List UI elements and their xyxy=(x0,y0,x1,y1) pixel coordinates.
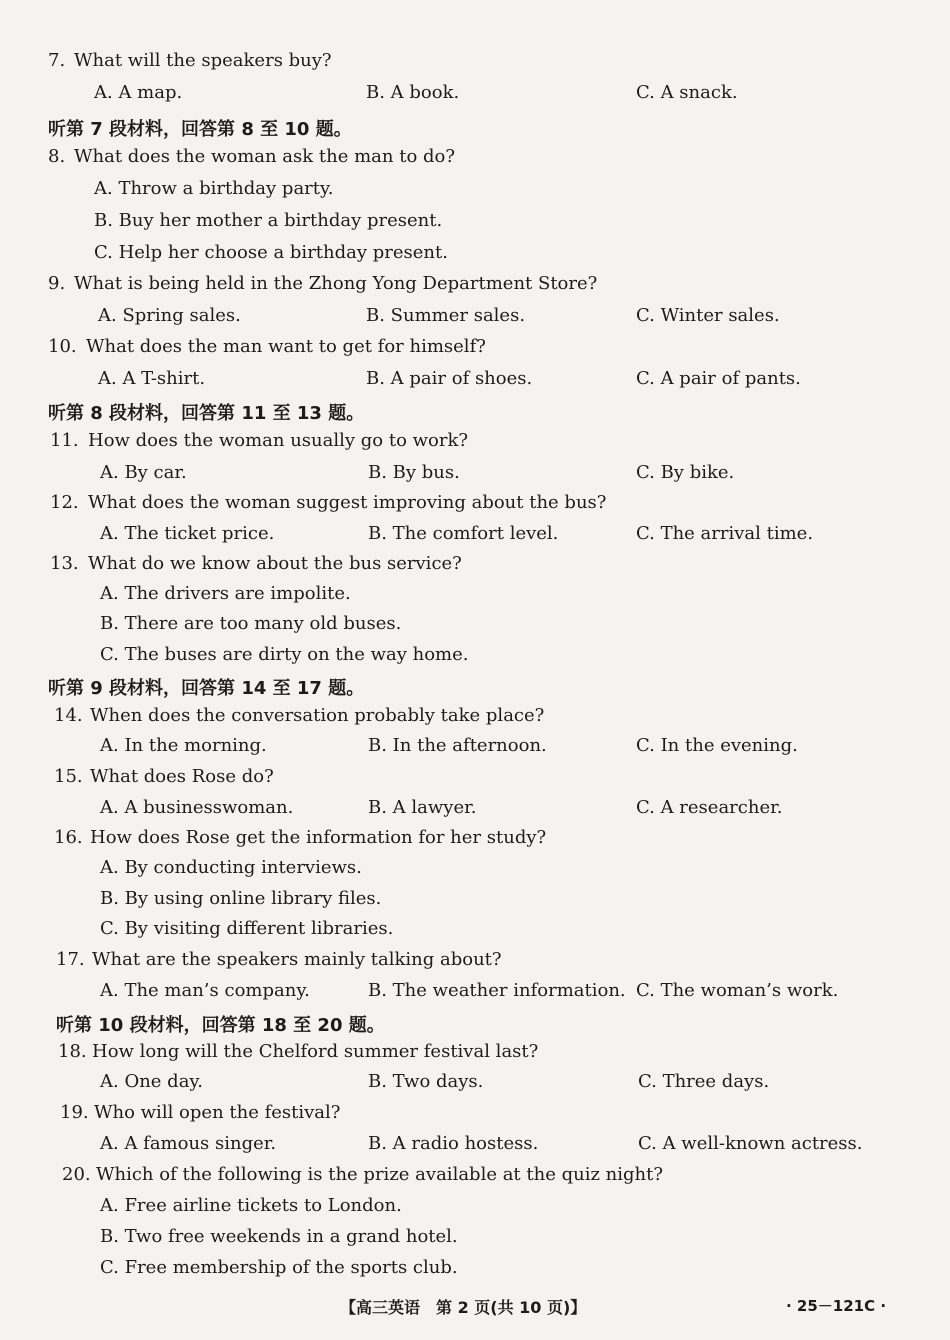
question-text: What does Rose do? xyxy=(90,766,274,787)
option-b: B. A lawyer. xyxy=(368,797,477,818)
option-a: A. A famous singer. xyxy=(100,1133,277,1154)
options-15 xyxy=(0,797,950,827)
section-heading: 听第 7 段材料，回答第 8 至 10 题。 xyxy=(48,119,352,140)
question-11 xyxy=(0,430,950,460)
option-a: A. A T-shirt. xyxy=(98,368,206,389)
question-16 xyxy=(0,827,950,857)
option-b: B. The comfort level. xyxy=(368,523,559,544)
option-a: A. A map. xyxy=(94,82,183,103)
option-c: C. A pair of pants. xyxy=(636,368,801,389)
options-8-a xyxy=(0,178,950,208)
options-18 xyxy=(0,1071,950,1101)
options-8-c xyxy=(0,242,950,272)
question-19 xyxy=(0,1102,950,1132)
section-heading: 听第 10 段材料，回答第 18 至 20 题。 xyxy=(56,1015,385,1036)
option-a: A. Free airline tickets to London. xyxy=(100,1195,402,1216)
question-text: Who will open the festival? xyxy=(94,1102,341,1123)
question-text: What does the woman suggest improving about the bus? xyxy=(88,492,607,513)
section-heading: 听第 9 段材料，回答第 14 至 17 题。 xyxy=(48,678,365,699)
question-number: 8. xyxy=(48,146,66,167)
options-14 xyxy=(0,735,950,765)
question-number: 12. xyxy=(50,492,79,513)
options-16-b xyxy=(0,888,950,918)
option-c: C. By visiting different libraries. xyxy=(100,918,394,939)
options-8-b xyxy=(0,210,950,240)
option-b: B. By using online library files. xyxy=(100,888,382,909)
exam-code: · 25－121C · xyxy=(786,1297,887,1315)
options-7 xyxy=(0,82,950,112)
option-c: C. Winter sales. xyxy=(636,305,780,326)
question-text: What does the man want to get for himself? xyxy=(86,336,486,357)
options-16-c xyxy=(0,918,950,948)
page-footer xyxy=(0,1295,950,1319)
question-text: What is being held in the Zhong Yong Department Store? xyxy=(74,273,598,294)
question-text: What are the speakers mainly talking about? xyxy=(92,949,502,970)
options-20-a xyxy=(0,1195,950,1225)
question-number: 16. xyxy=(54,827,83,848)
option-a: A. By conducting interviews. xyxy=(100,857,362,878)
question-number: 17. xyxy=(56,949,85,970)
option-a: A. One day. xyxy=(100,1071,203,1092)
question-number: 9. xyxy=(48,273,66,294)
options-16-a xyxy=(0,857,950,887)
question-10 xyxy=(0,336,950,366)
question-number: 13. xyxy=(50,553,79,574)
option-b: B. A book. xyxy=(366,82,460,103)
question-text: When does the conversation probably take place? xyxy=(90,705,545,726)
question-20 xyxy=(0,1164,950,1194)
option-b: B. Summer sales. xyxy=(366,305,526,326)
options-20-c xyxy=(0,1257,950,1287)
option-b: B. The weather information. xyxy=(368,980,626,1001)
question-13 xyxy=(0,553,950,583)
question-number: 14. xyxy=(54,705,83,726)
option-b: B. Two days. xyxy=(368,1071,484,1092)
options-12 xyxy=(0,523,950,553)
option-c: C. A snack. xyxy=(636,82,738,103)
option-b: B. A radio hostess. xyxy=(368,1133,539,1154)
question-text: How does Rose get the information for her study? xyxy=(90,827,547,848)
question-number: 7. xyxy=(48,50,66,71)
option-c: C. Free membership of the sports club. xyxy=(100,1257,458,1278)
options-13-c xyxy=(0,644,950,674)
options-13-a xyxy=(0,583,950,613)
question-number: 19. xyxy=(60,1102,89,1123)
option-c: C. Help her choose a birthday present. xyxy=(94,242,448,263)
option-c: C. By bike. xyxy=(636,462,735,483)
question-9 xyxy=(0,273,950,303)
question-text: How long will the Chelford summer festival last? xyxy=(92,1041,539,1062)
question-number: 11. xyxy=(50,430,79,451)
question-number: 10. xyxy=(48,336,77,357)
page-number: 【高三英语 第 2 页(共 10 页)】 xyxy=(340,1298,587,1317)
option-c: C. In the evening. xyxy=(636,735,798,756)
options-9 xyxy=(0,305,950,335)
option-a: A. In the morning. xyxy=(100,735,267,756)
option-a: A. By car. xyxy=(100,462,187,483)
question-number: 15. xyxy=(54,766,83,787)
option-c: C. The arrival time. xyxy=(636,523,814,544)
option-a: A. A businesswoman. xyxy=(100,797,294,818)
options-19 xyxy=(0,1133,950,1163)
option-c: C. Three days. xyxy=(638,1071,770,1092)
option-b: B. A pair of shoes. xyxy=(366,368,533,389)
option-c: C. A researcher. xyxy=(636,797,783,818)
option-c: C. A well-known actress. xyxy=(638,1133,863,1154)
section-heading: 听第 8 段材料，回答第 11 至 13 题。 xyxy=(48,403,365,424)
question-text: What does the woman ask the man to do? xyxy=(74,146,456,167)
options-20-b xyxy=(0,1226,950,1256)
question-18 xyxy=(0,1041,950,1071)
question-text: What will the speakers buy? xyxy=(74,50,332,71)
option-b: B. By bus. xyxy=(368,462,460,483)
question-14 xyxy=(0,705,950,735)
option-a: A. Spring sales. xyxy=(98,305,241,326)
option-b: B. Two free weekends in a grand hotel. xyxy=(100,1226,458,1247)
question-text: How does the woman usually go to work? xyxy=(88,430,469,451)
question-text: Which of the following is the prize available at the quiz night? xyxy=(96,1164,664,1185)
question-number: 18. xyxy=(58,1041,87,1062)
option-c: C. The buses are dirty on the way home. xyxy=(100,644,469,665)
options-13-b xyxy=(0,613,950,643)
option-b: B. In the afternoon. xyxy=(368,735,547,756)
question-8 xyxy=(0,146,950,176)
options-17 xyxy=(0,980,950,1010)
question-7 xyxy=(0,50,950,80)
option-a: A. The man’s company. xyxy=(100,980,310,1001)
option-a: A. Throw a birthday party. xyxy=(94,178,334,199)
question-text: What do we know about the bus service? xyxy=(88,553,462,574)
question-15 xyxy=(0,766,950,796)
options-11 xyxy=(0,462,950,492)
question-number: 20. xyxy=(62,1164,91,1185)
options-10 xyxy=(0,368,950,398)
option-b: B. There are too many old buses. xyxy=(100,613,402,634)
option-b: B. Buy her mother a birthday present. xyxy=(94,210,443,231)
option-a: A. The drivers are impolite. xyxy=(100,583,351,604)
option-a: A. The ticket price. xyxy=(100,523,275,544)
question-17 xyxy=(0,949,950,979)
question-12 xyxy=(0,492,950,522)
option-c: C. The woman’s work. xyxy=(636,980,839,1001)
